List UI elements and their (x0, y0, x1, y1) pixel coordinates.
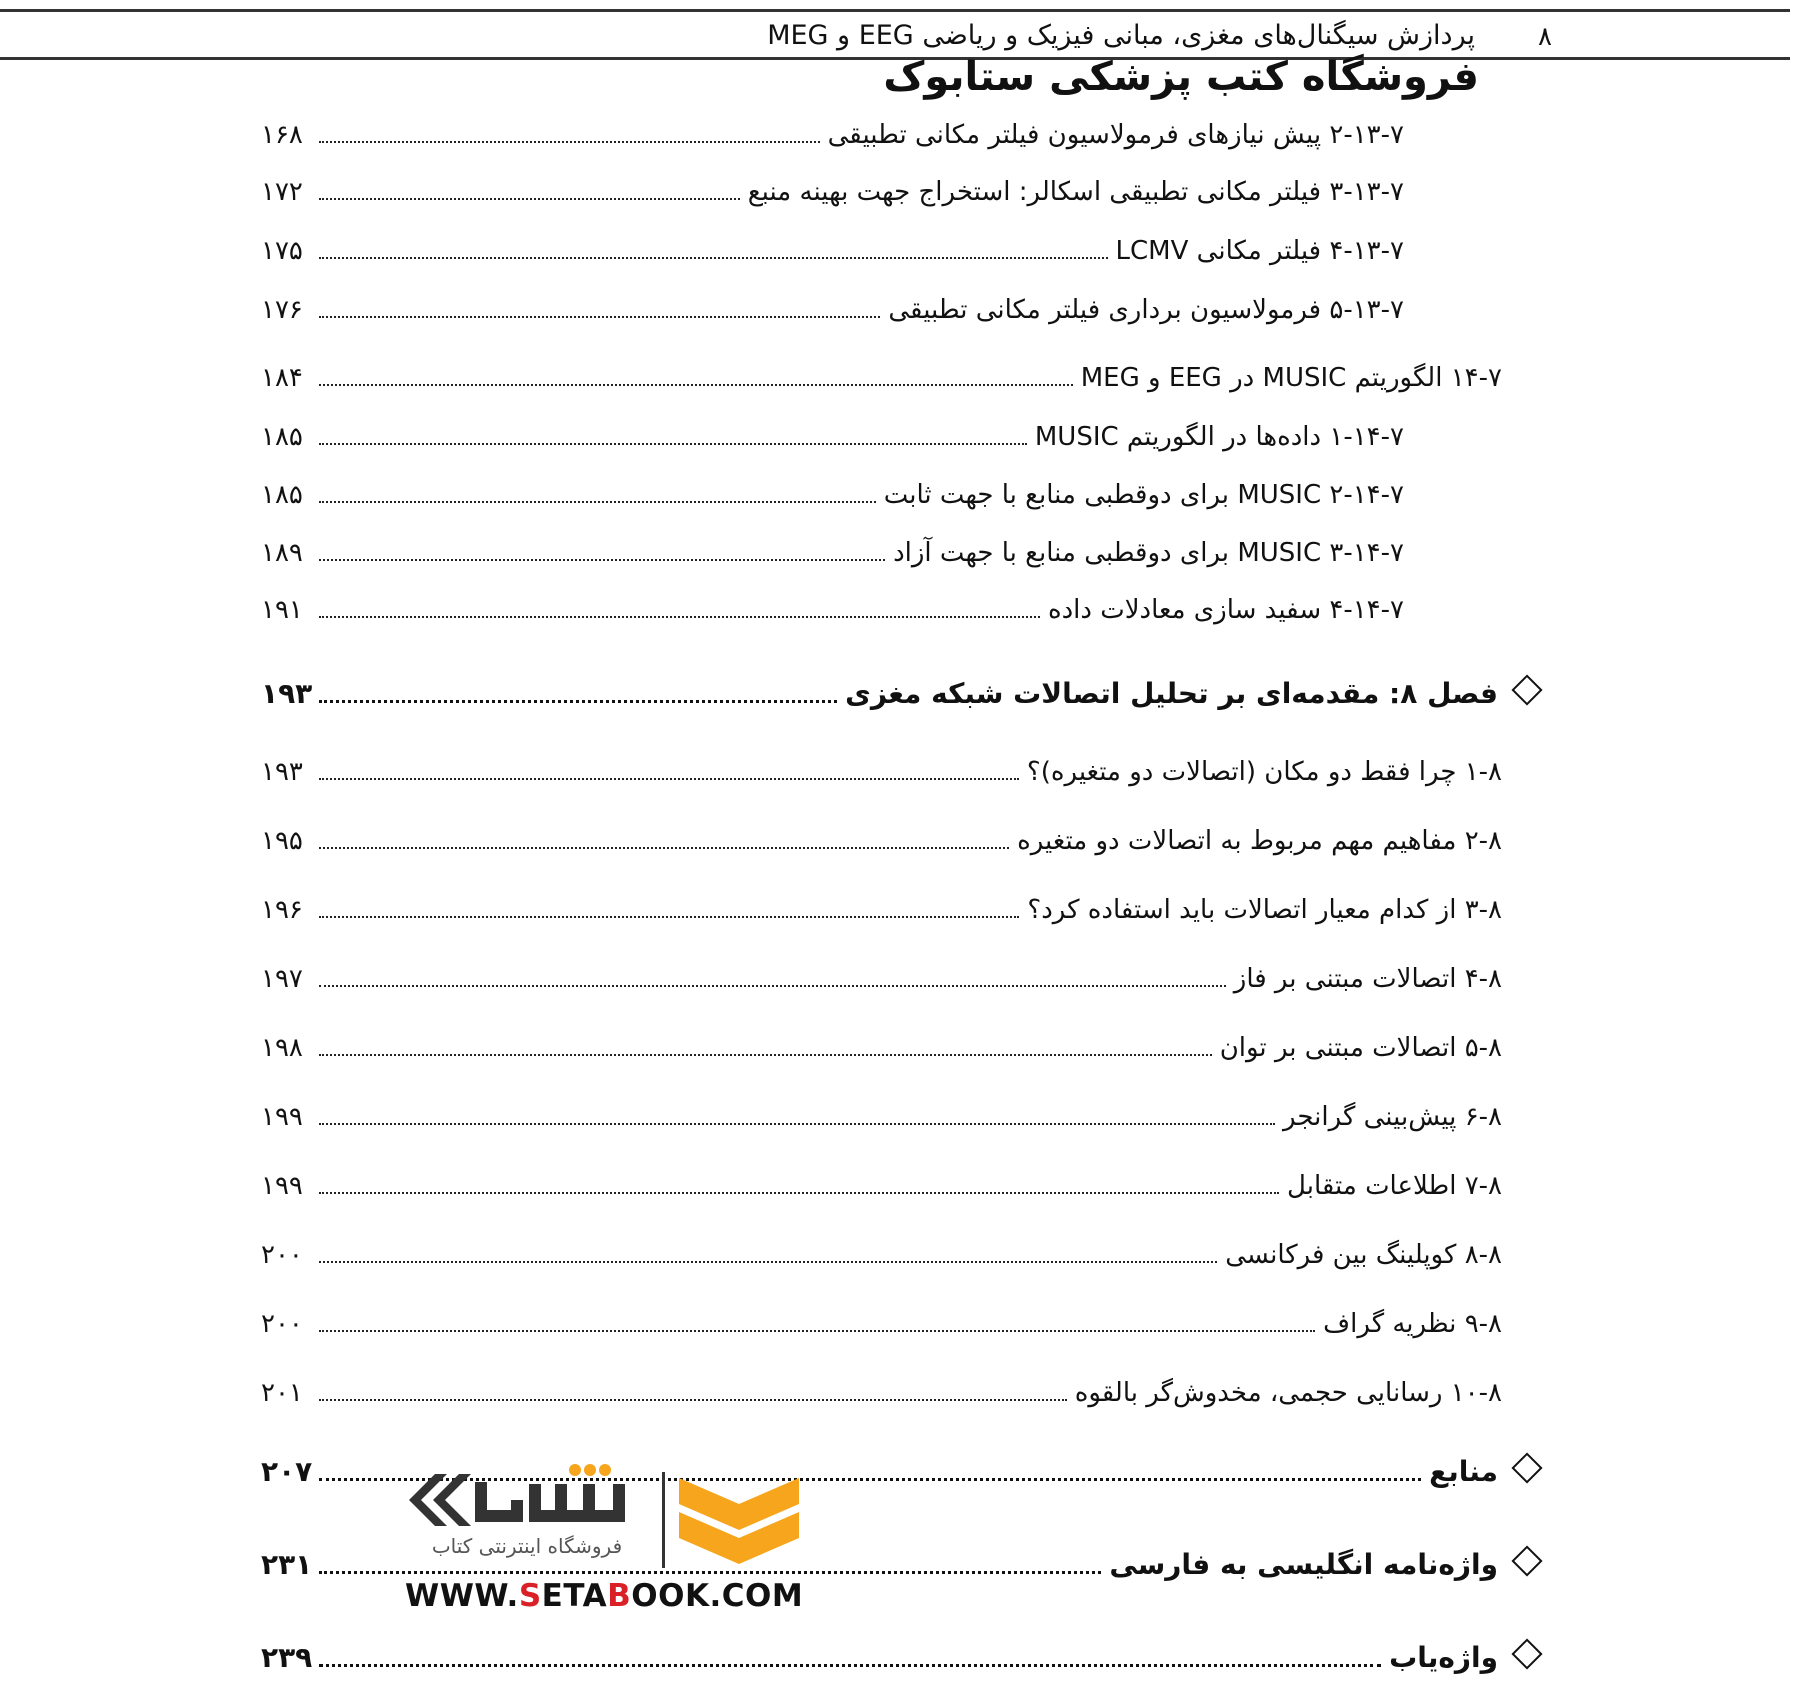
toc-entry (261, 535, 1404, 571)
toc-entry (261, 292, 1404, 328)
dot-leader (319, 1123, 1275, 1125)
toc-entry-page: ۱۹۳ (261, 677, 313, 710)
toc-entry-title: ۶-۸ پیش‌بینی گرانجر (1283, 1102, 1502, 1132)
toc-entry-title: ۴-۱۴-۷ سفید سازی معادلات داده (1047, 595, 1404, 625)
toc-entry (261, 419, 1404, 455)
toc-entry (261, 1030, 1502, 1066)
toc-entry-page: ۱۶۸ (261, 120, 303, 150)
toc-entry-title: ۳-۱۴-۷ MUSIC برای دوقطبی منابع با جهت آزاد (893, 538, 1404, 568)
toc-entry-page: ۲۳۱ (261, 1548, 313, 1581)
diamond-bullet-icon (1511, 1545, 1542, 1576)
toc-entry (261, 1237, 1502, 1273)
book-chevron-logo-icon (675, 1460, 803, 1570)
dot-leader (319, 1192, 1279, 1194)
dot-leader (319, 198, 740, 200)
toc-chapter-entry (261, 676, 1542, 712)
toc-entry-page: ۱۸۵ (261, 422, 303, 452)
logo-url-accent: S (518, 1578, 542, 1614)
logo-divider (662, 1472, 665, 1568)
dot-leader (319, 985, 1226, 987)
toc-entry (261, 174, 1404, 210)
logo-url (405, 1578, 803, 1614)
toc-entry-page: ۱۹۵ (261, 826, 303, 856)
toc-entry (261, 117, 1404, 153)
toc-entry-page: ۲۰۰ (261, 1309, 303, 1339)
toc-chapter-entry (261, 1640, 1542, 1676)
dot-leader (319, 616, 1040, 618)
toc-entry-page: ۱۷۲ (261, 177, 303, 207)
toc-entry-page: ۱۹۸ (261, 1033, 303, 1063)
toc-entry-title: ۱۴-۷ الگوریتم MUSIC در EEG و MEG (1080, 363, 1502, 393)
toc-entry-title: ۱-۸ چرا فقط دو مکان (اتصالات دو متغیره)؟ (1026, 757, 1502, 787)
toc-entry-title: ۲-۱۴-۷ MUSIC برای دوقطبی منابع با جهت ثابت (883, 480, 1404, 510)
toc-entry-title: ۸-۸ کوپلینگ بین فرکانسی (1225, 1240, 1502, 1270)
watermark-text: فروشگاه کتب پزشکی ستابوک (883, 54, 1479, 100)
dot-leader (319, 847, 1009, 849)
toc-entry-page: ۱۹۹ (261, 1171, 303, 1201)
setabook-wordmark-icon (385, 1460, 655, 1540)
toc-entry-title: ۲-۸ مفاهیم مهم مربوط به اتصالات دو متغیره (1017, 826, 1502, 856)
dot-leader (319, 257, 1108, 259)
toc-entry (261, 823, 1502, 859)
toc-entry-title: ۳-۱۳-۷ فیلتر مکانی تطبیقی اسکالر: استخراج جهت بهینه منبع (747, 177, 1404, 207)
dot-leader (319, 1664, 1381, 1667)
toc-entry-title: واژه‌یاب (1389, 1641, 1498, 1674)
toc-entry (261, 477, 1404, 513)
toc-entry (261, 592, 1404, 628)
toc-entry-page: ۱۸۵ (261, 480, 303, 510)
toc-entry-page: ۱۸۹ (261, 538, 303, 568)
toc-entry (261, 1306, 1502, 1342)
toc-entry-page: ۲۰۱ (261, 1378, 303, 1408)
dot-leader (319, 700, 837, 703)
logo-url-part: WWW. (405, 1578, 519, 1614)
dot-leader (319, 778, 1019, 780)
toc-entry-title: واژه‌نامه انگلیسی به فارسی (1109, 1548, 1498, 1581)
setabook-watermark-logo (385, 1460, 810, 1620)
toc-entry-page: ۲۳۹ (261, 1641, 313, 1674)
toc-entry (261, 754, 1502, 790)
diamond-bullet-icon (1511, 1638, 1542, 1669)
toc-entry (261, 961, 1502, 997)
toc-entry (261, 1375, 1502, 1411)
dot-leader (319, 501, 876, 503)
toc-entry-page: ۱۹۶ (261, 895, 303, 925)
logo-url-accent: B (607, 1578, 632, 1614)
toc-entry-title: ۱-۱۴-۷ داده‌ها در الگوریتم MUSIC (1034, 422, 1404, 452)
toc-entry-title: ۵-۱۳-۷ فرمولاسیون برداری فیلتر مکانی تطبیقی (888, 295, 1404, 325)
page-number: ۸ (1538, 22, 1552, 52)
toc-entry-page: ۲۰۷ (261, 1455, 313, 1488)
dot-leader (319, 1261, 1217, 1263)
running-head: پردازش سیگنال‌های مغزی، مبانی فیزیک و ریاضی EEG و MEG (767, 20, 1475, 51)
toc-entry-page: ۲۰۰ (261, 1240, 303, 1270)
toc-entry-title: ۳-۸ از کدام معیار اتصالات باید استفاده کرد؟ (1027, 895, 1502, 925)
toc-entry (261, 1099, 1502, 1135)
dot-leader (319, 1330, 1315, 1332)
toc-entry-page: ۱۹۹ (261, 1102, 303, 1132)
toc-entry (261, 892, 1502, 928)
toc-entry-page: ۱۷۵ (261, 236, 303, 266)
dot-leader (319, 559, 885, 561)
dot-leader (319, 384, 1073, 386)
toc-entry-title: ۲-۱۳-۷ پیش نیازهای فرمولاسیون فیلتر مکانی تطبیقی (827, 120, 1404, 150)
dot-leader (319, 1399, 1067, 1401)
toc-entry-title: ۵-۸ اتصالات مبتنی بر توان (1219, 1033, 1502, 1063)
logo-url-part: OOK.COM (631, 1578, 804, 1614)
toc-entry-page: ۱۷۶ (261, 295, 303, 325)
diamond-bullet-icon (1511, 1452, 1542, 1483)
toc-entry-title: ۱۰-۸ رسانایی حجمی، مخدوش‌گر بالقوه (1074, 1378, 1502, 1408)
logo-url-part: ETA (541, 1578, 608, 1614)
toc-entry-page: ۱۹۳ (261, 757, 303, 787)
toc-entry (261, 233, 1404, 269)
toc-entry-page: ۱۹۷ (261, 964, 303, 994)
toc-entry-title: ۹-۸ نظریه گراف (1323, 1309, 1502, 1339)
dot-leader (319, 916, 1019, 918)
toc-entry-title: ۴-۸ اتصالات مبتنی بر فاز (1233, 964, 1502, 994)
dot-leader (319, 141, 820, 143)
toc-entry-title: ۴-۱۳-۷ فیلتر مکانی LCMV (1115, 236, 1404, 266)
dot-leader (319, 1054, 1212, 1056)
toc-entry (261, 1168, 1502, 1204)
toc-entry-title: ۷-۸ اطلاعات متقابل (1287, 1171, 1502, 1201)
toc-entry (261, 360, 1502, 396)
dot-leader (319, 443, 1027, 445)
toc-entry-page: ۱۹۱ (261, 595, 303, 625)
toc-entry-title: فصل ۸: مقدمه‌ای بر تحلیل اتصالات شبکه مغزی (845, 677, 1498, 710)
dot-leader (319, 316, 880, 318)
toc-entry-page: ۱۸۴ (261, 363, 303, 393)
diamond-bullet-icon (1511, 674, 1542, 705)
logo-subtitle: فروشگاه اینترنتی کتاب (431, 1534, 623, 1558)
toc-entry-title: منابع (1429, 1455, 1498, 1488)
